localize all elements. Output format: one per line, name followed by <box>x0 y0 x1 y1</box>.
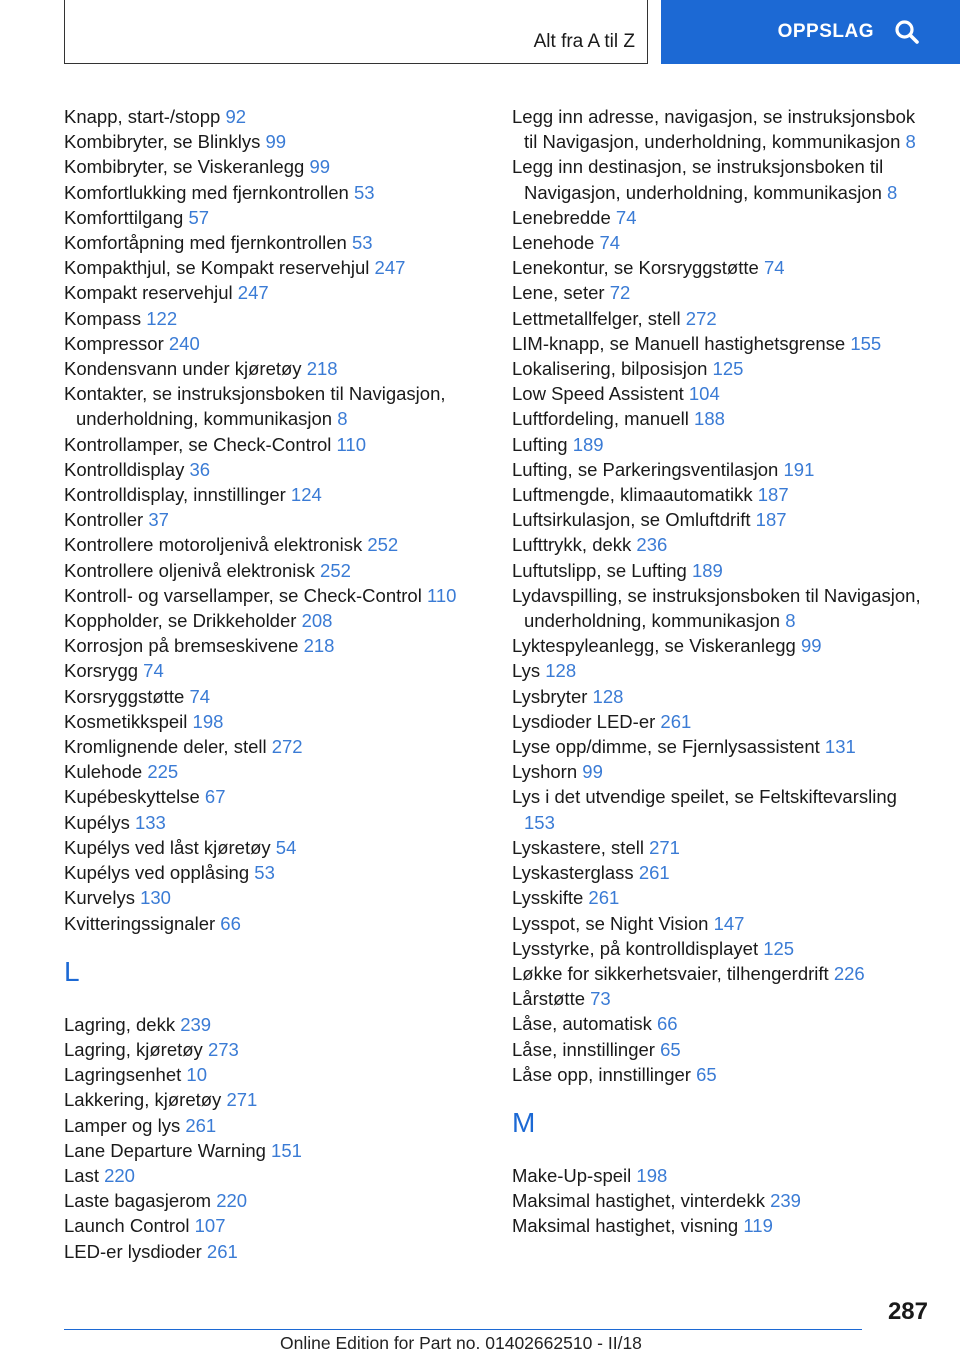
index-entry-text: Lettmetallfelger, stell <box>512 307 681 329</box>
index-column-right <box>512 104 932 1239</box>
index-page-link[interactable]: 54 <box>275 836 297 858</box>
index-entry-text: Make-Up-speil <box>512 1164 632 1186</box>
index-entry <box>512 381 932 406</box>
index-entry-text: Kosmetikkspeil <box>64 710 188 732</box>
index-entry <box>64 1239 484 1264</box>
index-page-link[interactable]: 240 <box>168 332 200 354</box>
index-entry-text: Maksimal hastighet, visning <box>512 1215 739 1237</box>
index-page-link[interactable]: 153 <box>524 811 555 833</box>
index-entry <box>512 759 932 784</box>
index-entry <box>64 255 484 280</box>
index-entry-text: Kontrollere motoroljenivå elektronisk <box>64 534 363 556</box>
index-entry <box>64 280 484 305</box>
index-entry-text: Lakkering, kjøretøy <box>64 1089 222 1111</box>
index-entry-text: Lysspot, se Night Vision <box>512 912 709 934</box>
index-entry <box>512 457 932 482</box>
index-entry-text: Last <box>64 1164 99 1186</box>
index-group-l <box>64 1012 484 1264</box>
index-entry <box>512 205 932 230</box>
index-page-link[interactable]: 74 <box>189 685 211 707</box>
index-entry <box>64 1113 484 1138</box>
index-page-link[interactable]: 189 <box>691 559 723 581</box>
index-entry <box>512 230 932 255</box>
index-entry <box>512 936 932 961</box>
index-entry <box>64 1087 484 1112</box>
index-entry-text: Kromlignende deler, stell <box>64 736 267 758</box>
index-entry <box>512 784 932 834</box>
index-entry <box>64 860 484 885</box>
page-number: 287 <box>887 1298 928 1325</box>
index-page-link[interactable]: 99 <box>582 761 603 783</box>
index-entry-text: Laste bagasjerom <box>64 1190 212 1212</box>
index-entry <box>64 457 484 482</box>
index-entry-text: Lagring, kjøretøy <box>64 1038 203 1060</box>
index-entry-text: Legg inn adresse, navigasjon, se instruksjonsbok til Navigasjon, underholdning, kommunikasjon <box>512 106 916 153</box>
index-letter-heading: M <box>512 1106 536 1138</box>
index-page-link[interactable]: 74 <box>143 660 164 682</box>
index-page-link[interactable]: 198 <box>636 1164 668 1186</box>
index-entry <box>512 1163 932 1188</box>
index-entry <box>512 154 932 204</box>
index-entry <box>512 709 932 734</box>
index-entry <box>64 835 484 860</box>
index-page-link[interactable]: 125 <box>763 937 795 959</box>
index-entry <box>512 280 932 305</box>
index-entry-text: Kontroll- og varsellamper, se Check-Control <box>64 584 422 606</box>
index-page-link[interactable]: 74 <box>615 206 637 228</box>
index-entry-text: Lagring, dekk <box>64 1013 176 1035</box>
index-page-link[interactable]: 131 <box>824 736 856 758</box>
index-page-link[interactable]: 122 <box>146 307 178 329</box>
index-entry <box>64 1037 484 1062</box>
index-page-link[interactable]: 151 <box>271 1139 302 1161</box>
index-entry <box>512 986 932 1011</box>
index-page-link[interactable]: 65 <box>660 1038 681 1060</box>
index-entry-text: Kontrolldisplay, innstillinger <box>64 484 286 506</box>
index-entry-text: Låse, innstillinger <box>512 1038 655 1060</box>
index-entry <box>512 406 932 431</box>
index-entry-text: Løkke for sikkerhetsvaier, tilhengerdrift <box>512 962 829 984</box>
index-entry-text: Lane Departure Warning <box>64 1139 266 1161</box>
index-page-link[interactable]: 107 <box>194 1215 226 1237</box>
index-entry-text: Kontroller <box>64 509 144 531</box>
index-entry <box>512 331 932 356</box>
index-entry <box>64 381 484 431</box>
index-page-link[interactable]: 99 <box>265 131 287 153</box>
index-entry-text: Kontrolldisplay <box>64 458 185 480</box>
index-page-link[interactable]: 147 <box>713 912 745 934</box>
index-entry <box>64 608 484 633</box>
index-entry <box>64 759 484 784</box>
index-page-link[interactable]: 261 <box>185 1114 217 1136</box>
index-entry-text: Luftsirkulasjon, se Omluftdrift <box>512 509 751 531</box>
index-page-link[interactable]: 74 <box>599 232 621 254</box>
index-entry-text: Lyse opp/dimme, se Fjernlysassistent <box>512 736 820 758</box>
index-entry-text: Luftfordeling, manuell <box>512 408 689 430</box>
lookup-tab[interactable] <box>661 0 960 64</box>
index-entry <box>64 331 484 356</box>
index-page-link[interactable]: 187 <box>757 484 789 506</box>
index-page-link[interactable]: 220 <box>216 1190 248 1212</box>
footer-divider <box>64 1329 862 1330</box>
index-entry <box>512 1011 932 1036</box>
index-page-link[interactable]: 191 <box>783 458 815 480</box>
index-entry <box>64 532 484 557</box>
index-entry <box>64 180 484 205</box>
index-entry-text: Lufttrykk, dekk <box>512 534 632 556</box>
index-entry <box>512 306 932 331</box>
index-page-link[interactable]: 99 <box>801 635 822 657</box>
index-page-link[interactable]: 239 <box>180 1013 212 1035</box>
index-entry-text: Korrosjon på bremseskivene <box>64 635 299 657</box>
index-entry <box>64 230 484 255</box>
index-page-link[interactable]: 218 <box>306 358 338 380</box>
index-entry <box>64 1213 484 1238</box>
index-entry <box>512 860 932 885</box>
index-entry-text: Lysdioder LED-er <box>512 710 656 732</box>
index-entry-text: Kulehode <box>64 761 143 783</box>
index-entry-text: Maksimal hastighet, vinterdekk <box>512 1190 765 1212</box>
index-entry <box>64 583 484 608</box>
index-entry <box>64 784 484 809</box>
index-entry <box>64 154 484 179</box>
index-entry-text: Korsrygg <box>64 660 139 682</box>
index-page-link[interactable]: 261 <box>638 862 670 884</box>
index-page-link[interactable]: 187 <box>755 509 787 531</box>
index-entry-text: Låse opp, innstillinger <box>512 1063 691 1085</box>
index-entry-text: Lydavspilling, se instruksjonsboken til Navigasjon, underholdning, kommunikasjon <box>512 584 921 632</box>
index-page-link[interactable]: 189 <box>572 433 604 455</box>
index-entry-text: Lagringsenhet <box>64 1064 182 1086</box>
index-page-link[interactable]: 73 <box>590 988 611 1010</box>
index-entry <box>64 432 484 457</box>
index-group-l-cont <box>512 104 932 1087</box>
index-page-link[interactable]: 92 <box>225 106 247 127</box>
index-page-link[interactable]: 110 <box>426 584 457 606</box>
index-entry-text: Lyktespyleanlegg, se Viskeranlegg <box>512 635 796 657</box>
index-entry-text: Low Speed Assistent <box>512 383 684 405</box>
index-entry <box>512 1062 932 1087</box>
index-page-link[interactable]: 65 <box>696 1063 717 1085</box>
index-page-link[interactable]: 74 <box>763 257 785 279</box>
index-page-link[interactable]: 8 <box>905 131 916 153</box>
index-page-link[interactable]: 208 <box>301 610 333 632</box>
edition-footer: Online Edition for Part no. 01402662510 - II/18 <box>280 1333 642 1353</box>
index-entry <box>64 885 484 910</box>
index-entry-text: Låse, automatisk <box>512 1013 652 1035</box>
index-entry-text: Komforttilgang <box>64 206 184 228</box>
index-entry-text: Lysskifte <box>512 887 584 909</box>
index-entry <box>512 482 932 507</box>
index-entry <box>64 633 484 658</box>
index-page-link[interactable]: 8 <box>785 610 796 632</box>
index-entry-text: Luftutslipp, se Lufting <box>512 559 687 581</box>
index-entry-text: Kombibryter, se Blinklys <box>64 131 261 153</box>
index-entry-text: Lys <box>512 660 541 682</box>
index-entry-text: Kupélys ved låst kjøretøy <box>64 836 271 858</box>
index-page-link[interactable]: 155 <box>850 332 882 354</box>
index-page-link[interactable]: 124 <box>290 484 322 506</box>
index-page-link[interactable]: 133 <box>134 811 166 833</box>
index-page-link[interactable]: 10 <box>186 1064 207 1086</box>
index-entry <box>512 583 932 633</box>
index-page-link[interactable]: 261 <box>660 710 692 732</box>
index-page-link[interactable]: 188 <box>694 408 725 430</box>
index-entry <box>64 658 484 683</box>
section-title: Alt fra A til Z <box>533 31 635 52</box>
index-page-link[interactable]: 271 <box>649 836 680 858</box>
index-entry <box>512 835 932 860</box>
index-page-link[interactable]: 226 <box>833 962 865 984</box>
index-entry <box>512 658 932 683</box>
index-entry <box>512 734 932 759</box>
index-entry-text: Lufting, se Parkeringsventilasjon <box>512 458 779 480</box>
index-entry-text: Lyskasterglass <box>512 862 634 884</box>
index-entry-text: Kontakter, se instruksjonsboken til Navigasjon, underholdning, kommunikasjon <box>64 383 446 430</box>
index-entry-text: Lenehode <box>512 232 595 254</box>
index-page-link[interactable]: 198 <box>192 710 224 732</box>
index-entry <box>512 961 932 986</box>
index-entry <box>64 558 484 583</box>
index-entry <box>64 104 484 129</box>
index-page-link[interactable]: 72 <box>609 282 631 304</box>
index-entry <box>64 709 484 734</box>
index-entry <box>512 532 932 557</box>
index-page-link[interactable]: 247 <box>374 257 406 279</box>
index-page-link[interactable]: 239 <box>770 1190 801 1212</box>
index-entry-text: Lamper og lys <box>64 1114 181 1136</box>
index-page-link[interactable]: 261 <box>588 887 620 909</box>
index-entry-text: Kvitteringssignaler <box>64 912 216 934</box>
index-page-link[interactable]: 66 <box>220 912 241 934</box>
lookup-tab-label: OPPSLAG <box>777 21 874 42</box>
index-entry <box>512 1188 932 1213</box>
index-page-link[interactable]: 218 <box>303 635 335 657</box>
index-entry-text: Lokalisering, bilposisjon <box>512 358 708 380</box>
index-page-link[interactable]: 67 <box>204 786 226 808</box>
index-entry-text: Kupélys ved opplåsing <box>64 862 250 884</box>
index-group-k <box>64 104 484 936</box>
index-page-link[interactable]: 8 <box>887 181 898 203</box>
index-entry <box>64 1188 484 1213</box>
index-entry <box>512 558 932 583</box>
index-page-link[interactable]: 99 <box>309 156 331 178</box>
index-page-link[interactable]: 261 <box>206 1240 238 1262</box>
index-entry-text: Lyshorn <box>512 761 578 783</box>
index-page-link[interactable]: 53 <box>254 862 275 884</box>
index-entry-text: Kupélys <box>64 811 130 833</box>
index-entry <box>64 911 484 936</box>
index-entry <box>512 885 932 910</box>
index-entry <box>512 356 932 381</box>
section-header-tab <box>64 0 648 64</box>
index-entry-text: Lenekontur, se Korsryggstøtte <box>512 257 759 279</box>
index-entry-text: Lene, seter <box>512 282 605 304</box>
index-entry <box>64 205 484 230</box>
index-entry-text: Lysstyrke, på kontrolldisplayet <box>512 937 759 959</box>
index-page-link[interactable]: 119 <box>743 1215 773 1237</box>
index-entry-text: LED-er lysdioder <box>64 1240 202 1262</box>
index-entry <box>64 507 484 532</box>
index-page-link[interactable]: 8 <box>337 408 348 430</box>
index-entry <box>64 734 484 759</box>
index-page-link[interactable]: 128 <box>545 660 577 682</box>
index-page-link[interactable]: 125 <box>712 358 744 380</box>
index-entry-text: Komfortåpning med fjernkontrollen <box>64 232 347 254</box>
index-entry <box>512 104 932 154</box>
index-entry <box>512 507 932 532</box>
index-entry-text: Luftmengde, klimaautomatikk <box>512 484 753 506</box>
index-entry <box>512 432 932 457</box>
index-entry-text: Komfortlukking med fjernkontrollen <box>64 181 349 203</box>
index-page-link[interactable]: 57 <box>188 206 210 228</box>
index-entry <box>64 482 484 507</box>
index-page-link[interactable]: 104 <box>688 383 720 405</box>
index-entry <box>64 129 484 154</box>
index-entry-text: Knapp, start-/stopp <box>64 106 221 127</box>
index-entry-text: Kompakthjul, se Kompakt reservehjul <box>64 257 370 279</box>
index-entry-text: Kontrollere oljenivå elektronisk <box>64 559 315 581</box>
index-entry-text: Kurvelys <box>64 887 135 909</box>
index-entry <box>64 810 484 835</box>
index-entry-text: Kondensvann under kjøretøy <box>64 358 302 380</box>
index-page-link[interactable]: 220 <box>104 1164 135 1186</box>
index-page-link[interactable]: 53 <box>351 232 373 254</box>
index-page-link[interactable]: 247 <box>237 282 269 304</box>
index-column-left <box>64 104 484 1264</box>
index-page-link[interactable]: 37 <box>148 509 169 531</box>
index-entry <box>512 911 932 936</box>
index-entry-text: Lufting <box>512 433 568 455</box>
index-page-link[interactable]: 225 <box>147 761 179 783</box>
index-group-m <box>512 1163 932 1239</box>
index-entry-text: LIM-knapp, se Manuell hastighetsgrense <box>512 332 846 354</box>
index-entry-text: Kompass <box>64 307 142 329</box>
index-entry-text: Kupébeskyttelse <box>64 786 200 808</box>
index-page-link[interactable]: 53 <box>353 181 375 203</box>
index-entry <box>512 1213 932 1238</box>
index-page-link[interactable]: 252 <box>320 559 351 581</box>
index-entry-text: Launch Control <box>64 1215 190 1237</box>
index-entry <box>512 684 932 709</box>
index-page-link[interactable]: 128 <box>592 685 624 707</box>
index-entry-text: Kombibryter, se Viskeranlegg <box>64 156 305 178</box>
index-entry-text: Lårstøtte <box>512 988 585 1010</box>
index-entry <box>64 1012 484 1037</box>
index-entry-text: Kompressor <box>64 332 164 354</box>
index-entry-text: Lyskastere, stell <box>512 836 644 858</box>
index-entry-text: Legg inn destinasjon, se instruksjonsboken til Navigasjon, underholdning, kommunikasjon <box>512 156 884 203</box>
index-page-link[interactable]: 271 <box>226 1089 258 1111</box>
index-page-link[interactable]: 236 <box>636 534 668 556</box>
index-entry-text: Lys i det utvendige speilet, se Feltskiftevarsling <box>512 786 897 808</box>
index-page-link[interactable]: 130 <box>140 887 171 909</box>
index-entry-text: Lenebredde <box>512 206 611 228</box>
index-page-link[interactable]: 66 <box>657 1013 678 1035</box>
index-entry-text: Koppholder, se Drikkeholder <box>64 610 297 632</box>
search-icon[interactable] <box>894 19 920 45</box>
index-page-link[interactable]: 110 <box>336 433 366 455</box>
index-page-link[interactable]: 252 <box>367 534 399 556</box>
index-entry <box>512 633 932 658</box>
index-entry <box>64 1163 484 1188</box>
index-page-link[interactable]: 273 <box>207 1038 239 1060</box>
index-entry-text: Kontrollamper, se Check-Control <box>64 433 332 455</box>
index-entry-text: Korsryggstøtte <box>64 685 185 707</box>
index-entry-text: Lysbryter <box>512 685 588 707</box>
index-entry-text: Kompakt reservehjul <box>64 282 233 304</box>
index-entry <box>64 684 484 709</box>
index-page-link[interactable]: 272 <box>271 736 303 758</box>
index-entry <box>64 1062 484 1087</box>
index-entry <box>64 306 484 331</box>
index-page-link[interactable]: 36 <box>189 458 211 480</box>
index-entry <box>512 1037 932 1062</box>
index-entry <box>512 255 932 280</box>
index-entry <box>64 1138 484 1163</box>
index-entry <box>64 356 484 381</box>
index-letter-heading: L <box>64 955 80 987</box>
index-page-link[interactable]: 272 <box>685 307 717 329</box>
